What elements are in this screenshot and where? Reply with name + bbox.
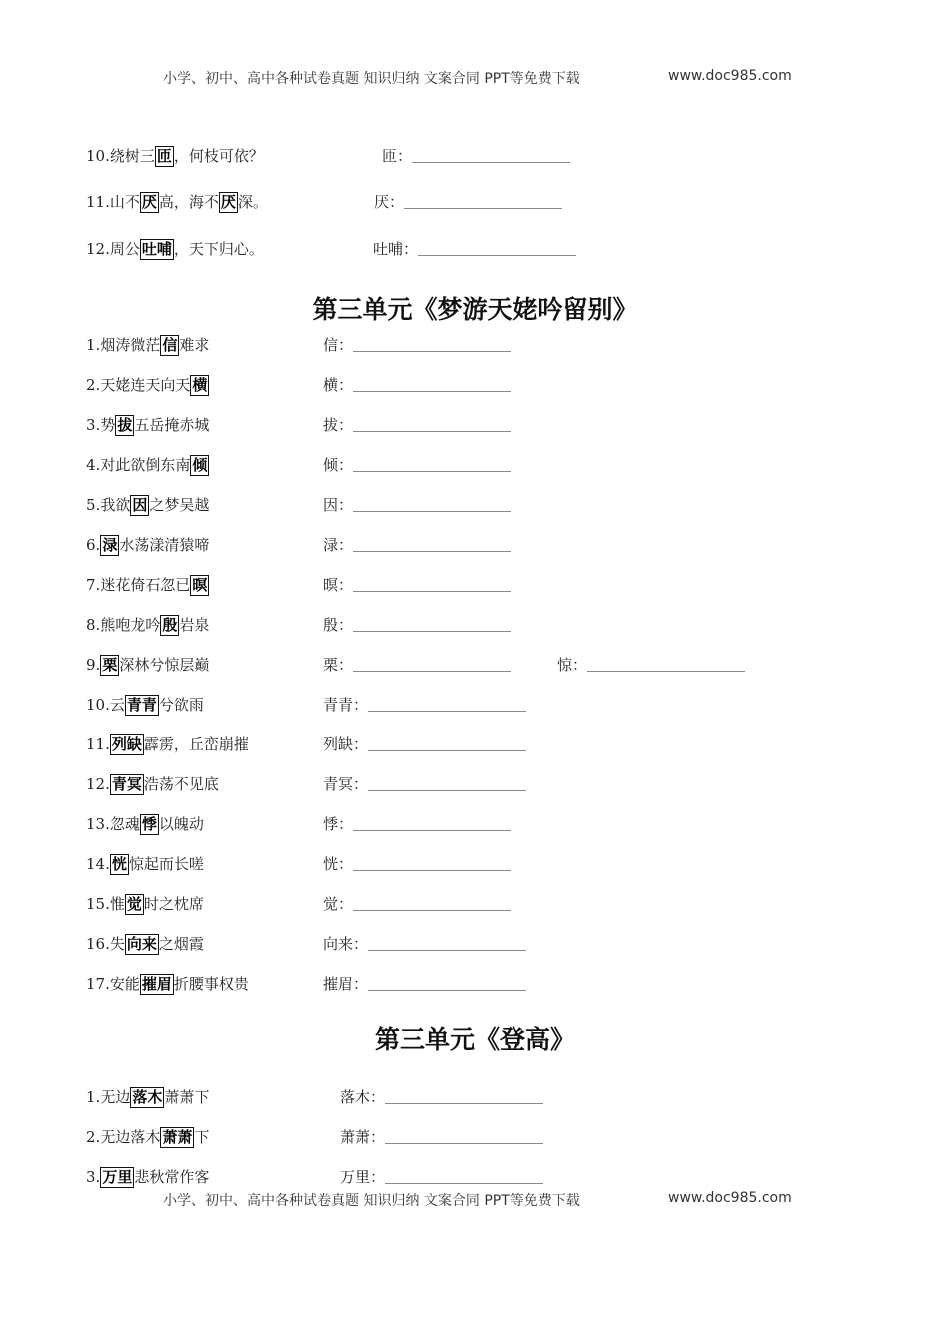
page-footer (0, 1190, 950, 1210)
question-text: 17.安能 摧眉 折腰事权贵 (86, 975, 249, 993)
question-text: 1.烟涛微茫 信 难求 (86, 336, 210, 354)
answer-blank[interactable] (368, 732, 526, 751)
key-word: 列缺 (111, 735, 142, 753)
key-word: 匝 (156, 147, 172, 165)
answer-blank[interactable] (353, 533, 511, 552)
answer-field[interactable]: 倾： (323, 452, 511, 478)
answer-blank[interactable] (353, 892, 511, 911)
section-title: 第三单元《梦游天姥吟留别》 (312, 295, 638, 324)
key-word: 横 (192, 376, 208, 394)
answer-field[interactable]: 吐哺： (373, 236, 576, 262)
question-row (0, 612, 950, 638)
answer-field[interactable]: 信： (323, 332, 511, 358)
key-word: 殷 (162, 616, 178, 634)
question-text: 16.失 向来 之烟霞 (86, 935, 204, 953)
key-word: 向来 (126, 935, 157, 953)
key-word: 觉 (126, 895, 142, 913)
question-row (0, 372, 950, 398)
section-title: 第三单元《登高》 (374, 1025, 575, 1054)
answer-blank[interactable] (368, 932, 526, 951)
key-word: 万里 (102, 1168, 133, 1186)
key-word: 倾 (192, 456, 208, 474)
answer-blank[interactable] (404, 190, 562, 209)
header-text: 小学、初中、高中各种试卷真题 知识归纳 文案合同 PPT等免费下载 (163, 71, 580, 87)
question-text: 15.惟 觉 时之枕席 (86, 895, 204, 913)
answer-field[interactable]: 渌： (323, 532, 511, 558)
question-row (0, 332, 950, 358)
question-text: 7.迷花倚石忽已 暝 (86, 576, 208, 594)
question-text: 3. 万里 悲秋常作客 (86, 1168, 210, 1186)
key-word: 落木 (132, 1088, 163, 1106)
answer-blank[interactable] (412, 144, 570, 163)
key-word: 暝 (192, 576, 208, 594)
question-text: 13.忽魂 悸 以魄动 (86, 815, 204, 833)
answer-field[interactable]: 向来： (323, 931, 526, 957)
question-row (0, 412, 950, 438)
footer-site[interactable]: www.doc985.com (668, 1190, 792, 1206)
question-row (0, 452, 950, 478)
answer-field[interactable]: 栗： (323, 652, 511, 678)
answer-field[interactable]: 厌： (374, 189, 562, 215)
answer-field[interactable]: 恍： (323, 851, 511, 877)
answer-blank[interactable] (353, 453, 511, 472)
answer-blank[interactable] (418, 237, 576, 256)
question-text: 9. 栗 深林兮惊层巅 (86, 656, 210, 674)
key-word: 吐哺 (141, 240, 172, 258)
answer-blank[interactable] (353, 413, 511, 432)
key-word: 青青 (126, 696, 157, 714)
question-row (0, 532, 950, 558)
question-row (0, 811, 950, 837)
question-row (0, 236, 950, 262)
question-row (0, 1164, 950, 1190)
question-text: 10.云 青青 兮欲雨 (86, 696, 204, 714)
question-row (0, 572, 950, 598)
answer-blank[interactable] (353, 812, 511, 831)
key-word: 信 (162, 336, 178, 354)
answer-blank[interactable] (587, 653, 745, 672)
key-word: 渌 (102, 536, 118, 554)
question-row (0, 1124, 950, 1150)
question-text: 2.天姥连天向天 横 (86, 376, 208, 394)
answer-blank[interactable] (353, 573, 511, 592)
key-word: 拔 (117, 416, 133, 434)
question-text: 5.我欲 因 之梦吴越 (86, 496, 210, 514)
key-word: 因 (132, 496, 148, 514)
answer-field[interactable]: 萧萧： (340, 1124, 543, 1150)
question-row (0, 189, 950, 215)
question-text: 12.周公 吐哺 ，天下归心。 (86, 240, 264, 258)
key-word: 摧眉 (141, 975, 172, 993)
question-row (0, 891, 950, 917)
question-text: 11.山不 厌 高，海不 厌 深。 (86, 193, 268, 211)
question-text: 12. 青冥 浩荡不见底 (86, 775, 219, 793)
footer-text: 小学、初中、高中各种试卷真题 知识归纳 文案合同 PPT等免费下载 (163, 1193, 580, 1209)
answer-field[interactable]: 匝： (382, 143, 570, 169)
answer-blank[interactable] (368, 772, 526, 791)
question-text: 3.势 拔 五岳掩赤城 (86, 416, 210, 434)
key-word: 恍 (111, 855, 127, 873)
key-word: 厌 (220, 193, 236, 211)
question-row (0, 931, 950, 957)
header-site[interactable]: www.doc985.com (668, 68, 792, 84)
question-row (0, 1084, 950, 1110)
answer-field[interactable]: 悸： (323, 811, 511, 837)
question-text: 8.熊咆龙吟 殷 岩泉 (86, 616, 210, 634)
answer-blank[interactable] (368, 693, 526, 712)
answer-field[interactable]: 惊： (557, 652, 745, 678)
answer-blank[interactable] (353, 613, 511, 632)
question-row (0, 492, 950, 518)
answer-blank[interactable] (368, 972, 526, 991)
question-row (0, 971, 950, 997)
answer-blank[interactable] (385, 1125, 543, 1144)
answer-field[interactable]: 横： (323, 372, 511, 398)
answer-blank[interactable] (353, 493, 511, 512)
page-header (0, 68, 950, 88)
answer-blank[interactable] (353, 333, 511, 352)
question-row (0, 143, 950, 169)
answer-blank[interactable] (353, 373, 511, 392)
answer-blank[interactable] (353, 852, 511, 871)
question-text: 6. 渌 水荡漾清猿啼 (86, 536, 210, 554)
question-text: 11. 列缺 霹雳，丘峦崩摧 (86, 735, 249, 753)
question-text: 1.无边 落木 萧萧下 (86, 1088, 210, 1106)
answer-field[interactable]: 青冥： (323, 771, 526, 797)
answer-field[interactable]: 摧眉： (323, 971, 526, 997)
key-word: 悸 (141, 815, 157, 833)
answer-blank[interactable] (385, 1165, 543, 1184)
answer-field[interactable]: 觉： (323, 891, 511, 917)
key-word: 萧萧 (162, 1128, 193, 1146)
answer-field[interactable]: 暝： (323, 572, 511, 598)
question-text: 14. 恍 惊起而长嗟 (86, 855, 204, 873)
key-word: 厌 (141, 193, 157, 211)
answer-field[interactable]: 因： (323, 492, 511, 518)
question-text: 10.绕树三 匝 ，何枝可依？ (86, 147, 264, 165)
answer-field[interactable]: 殷： (323, 612, 511, 638)
question-row (0, 771, 950, 797)
answer-blank[interactable] (353, 653, 511, 672)
question-row (0, 731, 950, 757)
question-text: 4.对此欲倒东南 倾 (86, 456, 208, 474)
key-word: 栗 (102, 656, 118, 674)
key-word: 青冥 (111, 775, 142, 793)
answer-field[interactable]: 列缺： (323, 731, 526, 757)
answer-field[interactable]: 落木： (340, 1084, 543, 1110)
question-row (0, 652, 950, 678)
question-row (0, 692, 950, 718)
answer-field[interactable]: 万里： (340, 1164, 543, 1190)
answer-field[interactable]: 拔： (323, 412, 511, 438)
question-row (0, 851, 950, 877)
question-text: 2.无边落木 萧萧 下 (86, 1128, 210, 1146)
answer-blank[interactable] (385, 1085, 543, 1104)
answer-field[interactable]: 青青： (323, 692, 526, 718)
